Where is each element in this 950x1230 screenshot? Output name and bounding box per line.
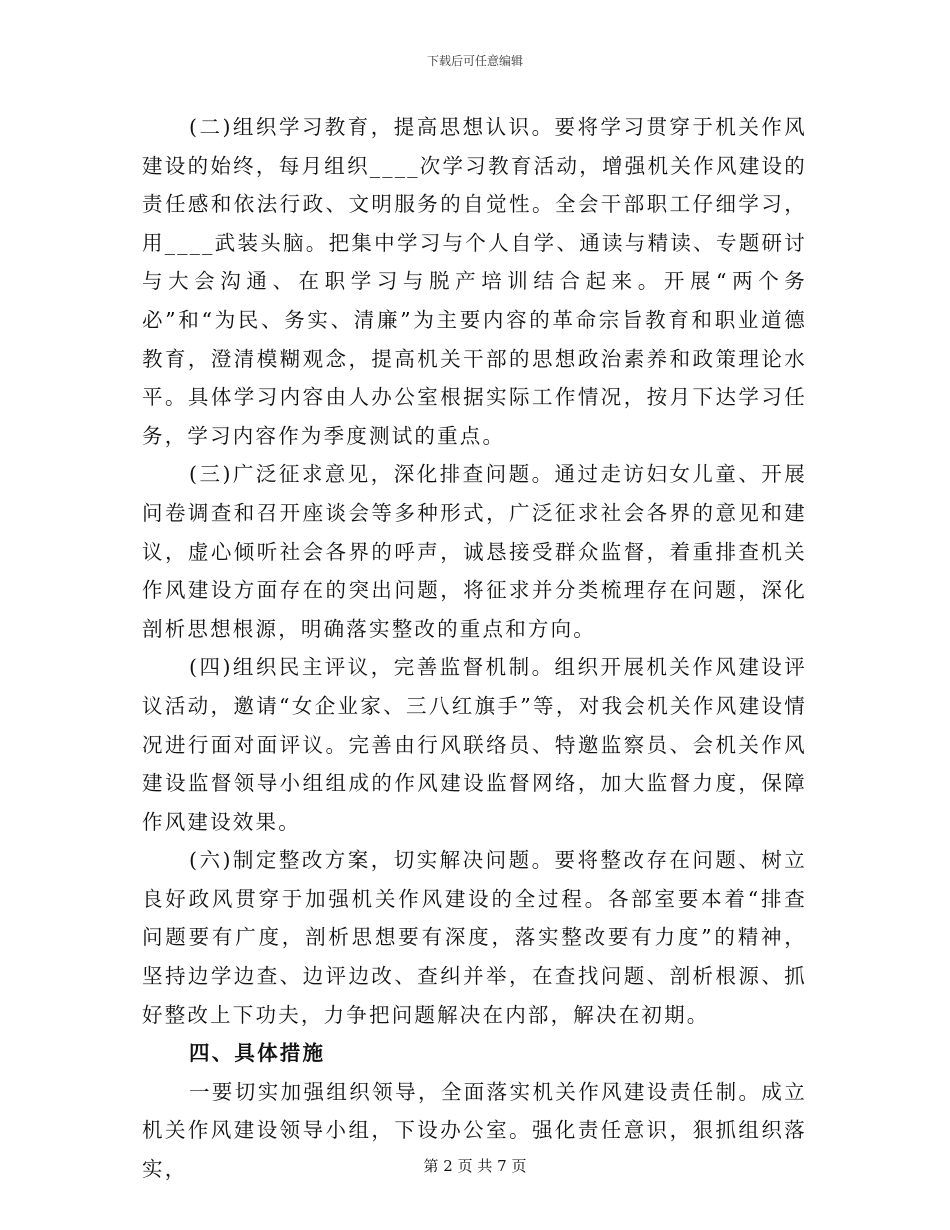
paragraph-3: (三)广泛征求意见，深化排查问题。通过走访妇女儿童、开展问卷调查和召开座谈会等多种形式，广泛征求社会各界的意见和建议，虚心倾听社会各界的呼声，诚恳接受群众监督，着重排查机关作风建设方面存在的突出问题，将征求并分类梳理存在问题，深化剖析思想根源，明确落实整改的重点和方向。 (142, 462, 807, 641)
document-body (142, 108, 807, 1189)
page-number: 第 2 页 共 7 页 (423, 1157, 527, 1175)
section-heading: 四、具体措施 (189, 1041, 326, 1066)
paragraph-6: (六)制定整改方案，切实解决问题。要将整改存在问题、树立良好政风贯穿于加强机关作风建设的全过程。各部室要本着“排查问题要有广度，剖析思想要有深度，落实整改要有力度”的精神，坚持边学边查、边评边改、查纠并举，在查找问题、剖析根源、抓好整改上下功夫，力争把问题解决在内部，解决在初期。 (142, 848, 807, 1027)
paragraph-measures: 一要切实加强组织领导，全面落实机关作风建设责任制。成立机关作风建设领导小组，下设办公室。强化责任意识，狠抓组织落实， (142, 1079, 807, 1182)
paragraph-2: (二)组织学习教育，提高思想认识。要将学习贯穿于机关作风建设的始终，每月组织____次学习教育活动，增强机关作风建设的责任感和依法行政、文明服务的自觉性。全会干部职工仔细学习，用____武装头脑。把集中学习与个人自学、通读与精读、专题研讨与大会沟通、在职学习与脱产培训结合起来。开展“两个务必”和“为民、务实、清廉”为主要内容的革命宗旨教育和职业道德教育，澄清模糊观念，提高机关干部的思想政治素养和政策理论水平。具体学习内容由人办公室根据实际工作情况，按月下达学习任务，学习内容作为季度测试的重点。 (142, 115, 807, 448)
paragraph-4: (四)组织民主评议，完善监督机制。组织开展机关作风建设评议活动，邀请“女企业家、三八红旗手”等，对我会机关作风建设情况进行面对面评议。完善由行风联络员、特邀监察员、会机关作风建设监督领导小组组成的作风建设监督网络，加大监督力度，保障作风建设效果。 (142, 655, 807, 834)
page-header: 下载后可任意编辑 (426, 54, 523, 68)
